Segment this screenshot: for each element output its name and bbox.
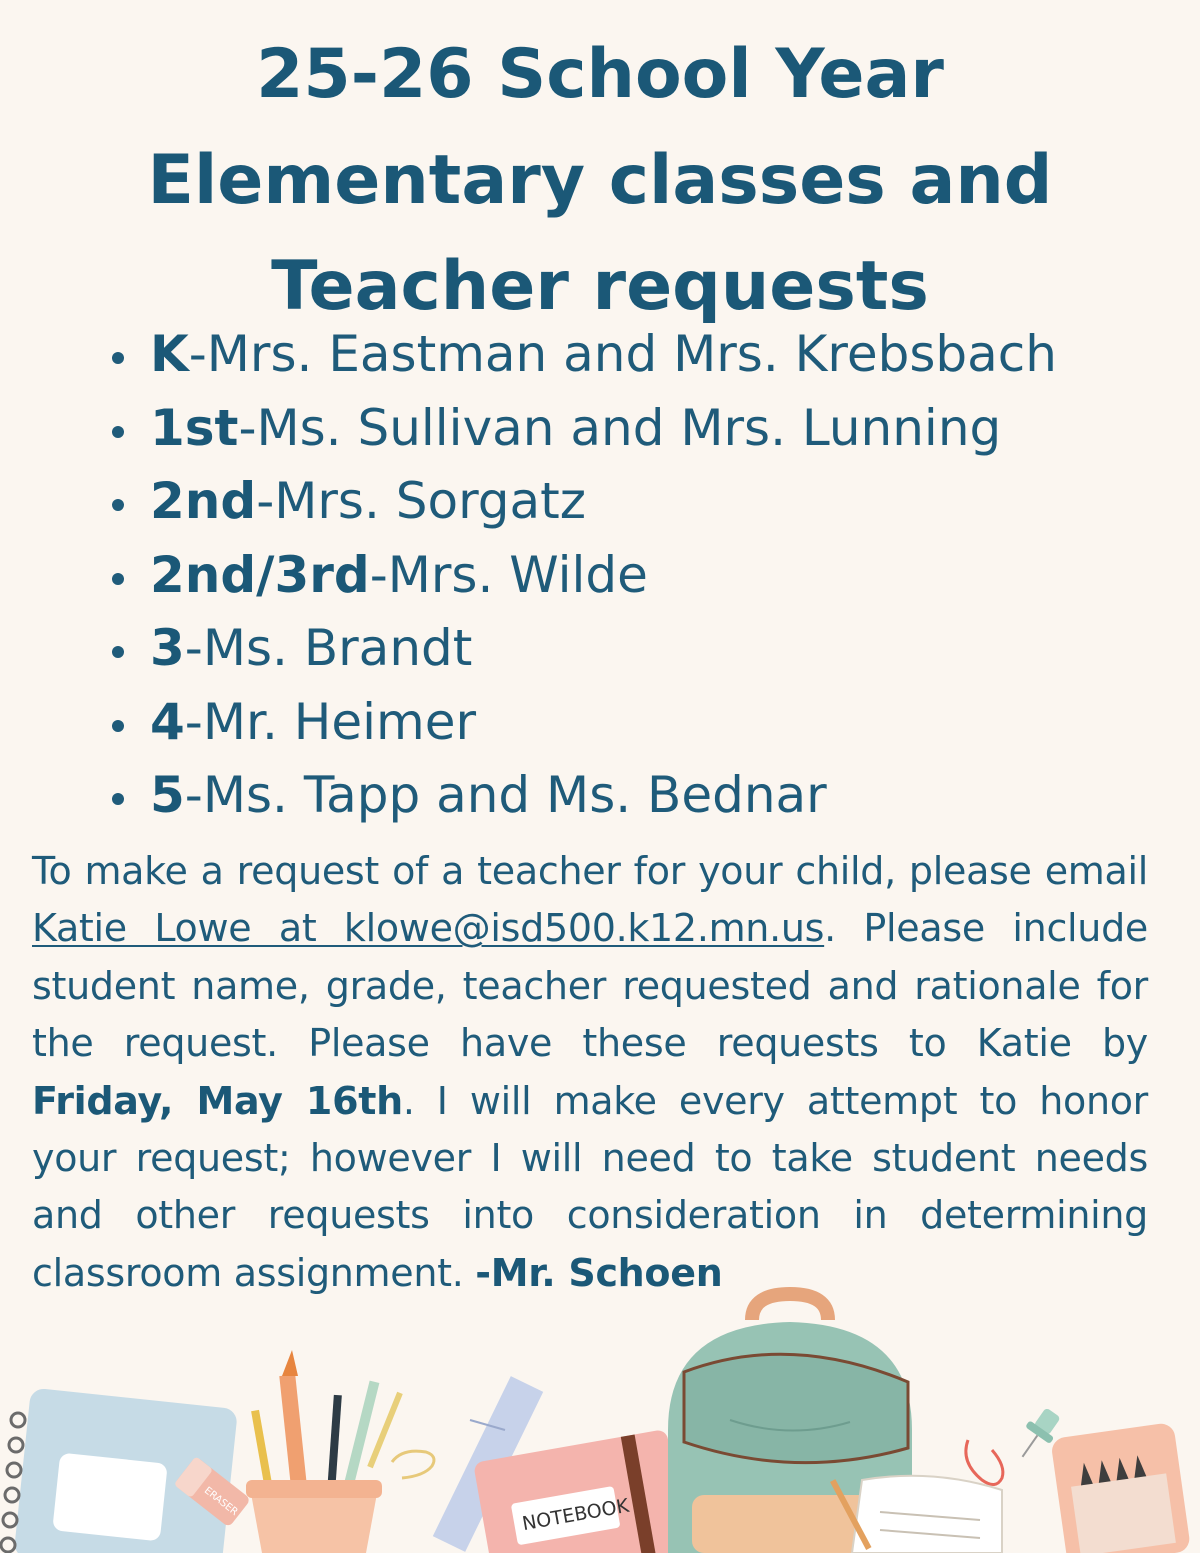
bullet-icon <box>112 352 124 364</box>
paper-clip-icon <box>392 1451 434 1478</box>
request-instructions <box>32 843 1148 1302</box>
signature: -Mr. Schoen <box>475 1250 723 1295</box>
grade-label: 2nd/3rd <box>150 545 370 604</box>
svg-text:NOTEBOOK: NOTEBOOK <box>520 1494 631 1536</box>
bullet-icon <box>112 646 124 658</box>
email-link[interactable]: Katie Lowe at klowe@isd500.k12.mn.us <box>32 906 825 951</box>
page-title <box>0 22 1200 340</box>
title-line-3: Teacher requests <box>271 247 929 326</box>
bullet-icon <box>112 720 124 732</box>
grade-label: K <box>150 325 189 383</box>
teacher-names: -Mrs. Sorgatz <box>256 472 586 530</box>
svg-text:ERASER: ERASER <box>201 1485 240 1519</box>
grade-label: 4 <box>150 692 185 751</box>
teacher-names: -Ms. Brandt <box>184 619 473 677</box>
grade-label: 3 <box>150 619 185 677</box>
teacher-names: -Mrs. Wilde <box>369 545 648 604</box>
bullet-icon <box>112 573 124 585</box>
list-item <box>108 318 1057 392</box>
teacher-names: -Ms. Sullivan and Mrs. Lunning <box>238 398 1002 457</box>
list-item <box>108 465 1057 539</box>
list-item <box>108 392 1057 466</box>
grade-label: 2nd <box>150 472 257 530</box>
bullet-icon <box>112 499 124 511</box>
bullet-icon <box>112 426 124 438</box>
list-item <box>108 612 1057 686</box>
grade-label: 5 <box>150 766 185 824</box>
list-item <box>108 539 1057 613</box>
class-list <box>108 318 1057 833</box>
title-line-1: 25-26 School Year <box>256 35 944 114</box>
instructions-text-2: . Please include student name, grade, teacher requested and rationale for the request. Please have these requests to Katie by <box>32 906 1148 1066</box>
grade-label: 1st <box>150 398 239 457</box>
instructions-text-3: . I will make every attempt to honor your request; however I will need to take student needs and other requests into consideration in determining classroom assignment. <box>32 1078 1148 1295</box>
list-item <box>108 759 1057 833</box>
deadline-date: Friday, May 16th <box>32 1078 403 1123</box>
title-line-2: Elementary classes and <box>147 141 1053 220</box>
teacher-names: -Mr. Heimer <box>184 692 477 751</box>
pencil-cup-icon <box>246 1350 403 1553</box>
list-item <box>108 686 1057 760</box>
instructions-text-1: To make a request of a teacher for your child, please email <box>32 849 1148 893</box>
bullet-icon <box>112 793 124 805</box>
school-supplies-illustration <box>0 1280 1200 1553</box>
teacher-names: -Mrs. Eastman and Mrs. Krebsbach <box>188 325 1057 383</box>
red-paper-clip-icon <box>966 1440 1003 1485</box>
teacher-names: -Ms. Tapp and Ms. Bednar <box>184 766 827 824</box>
pencil-box-icon <box>1050 1422 1191 1553</box>
